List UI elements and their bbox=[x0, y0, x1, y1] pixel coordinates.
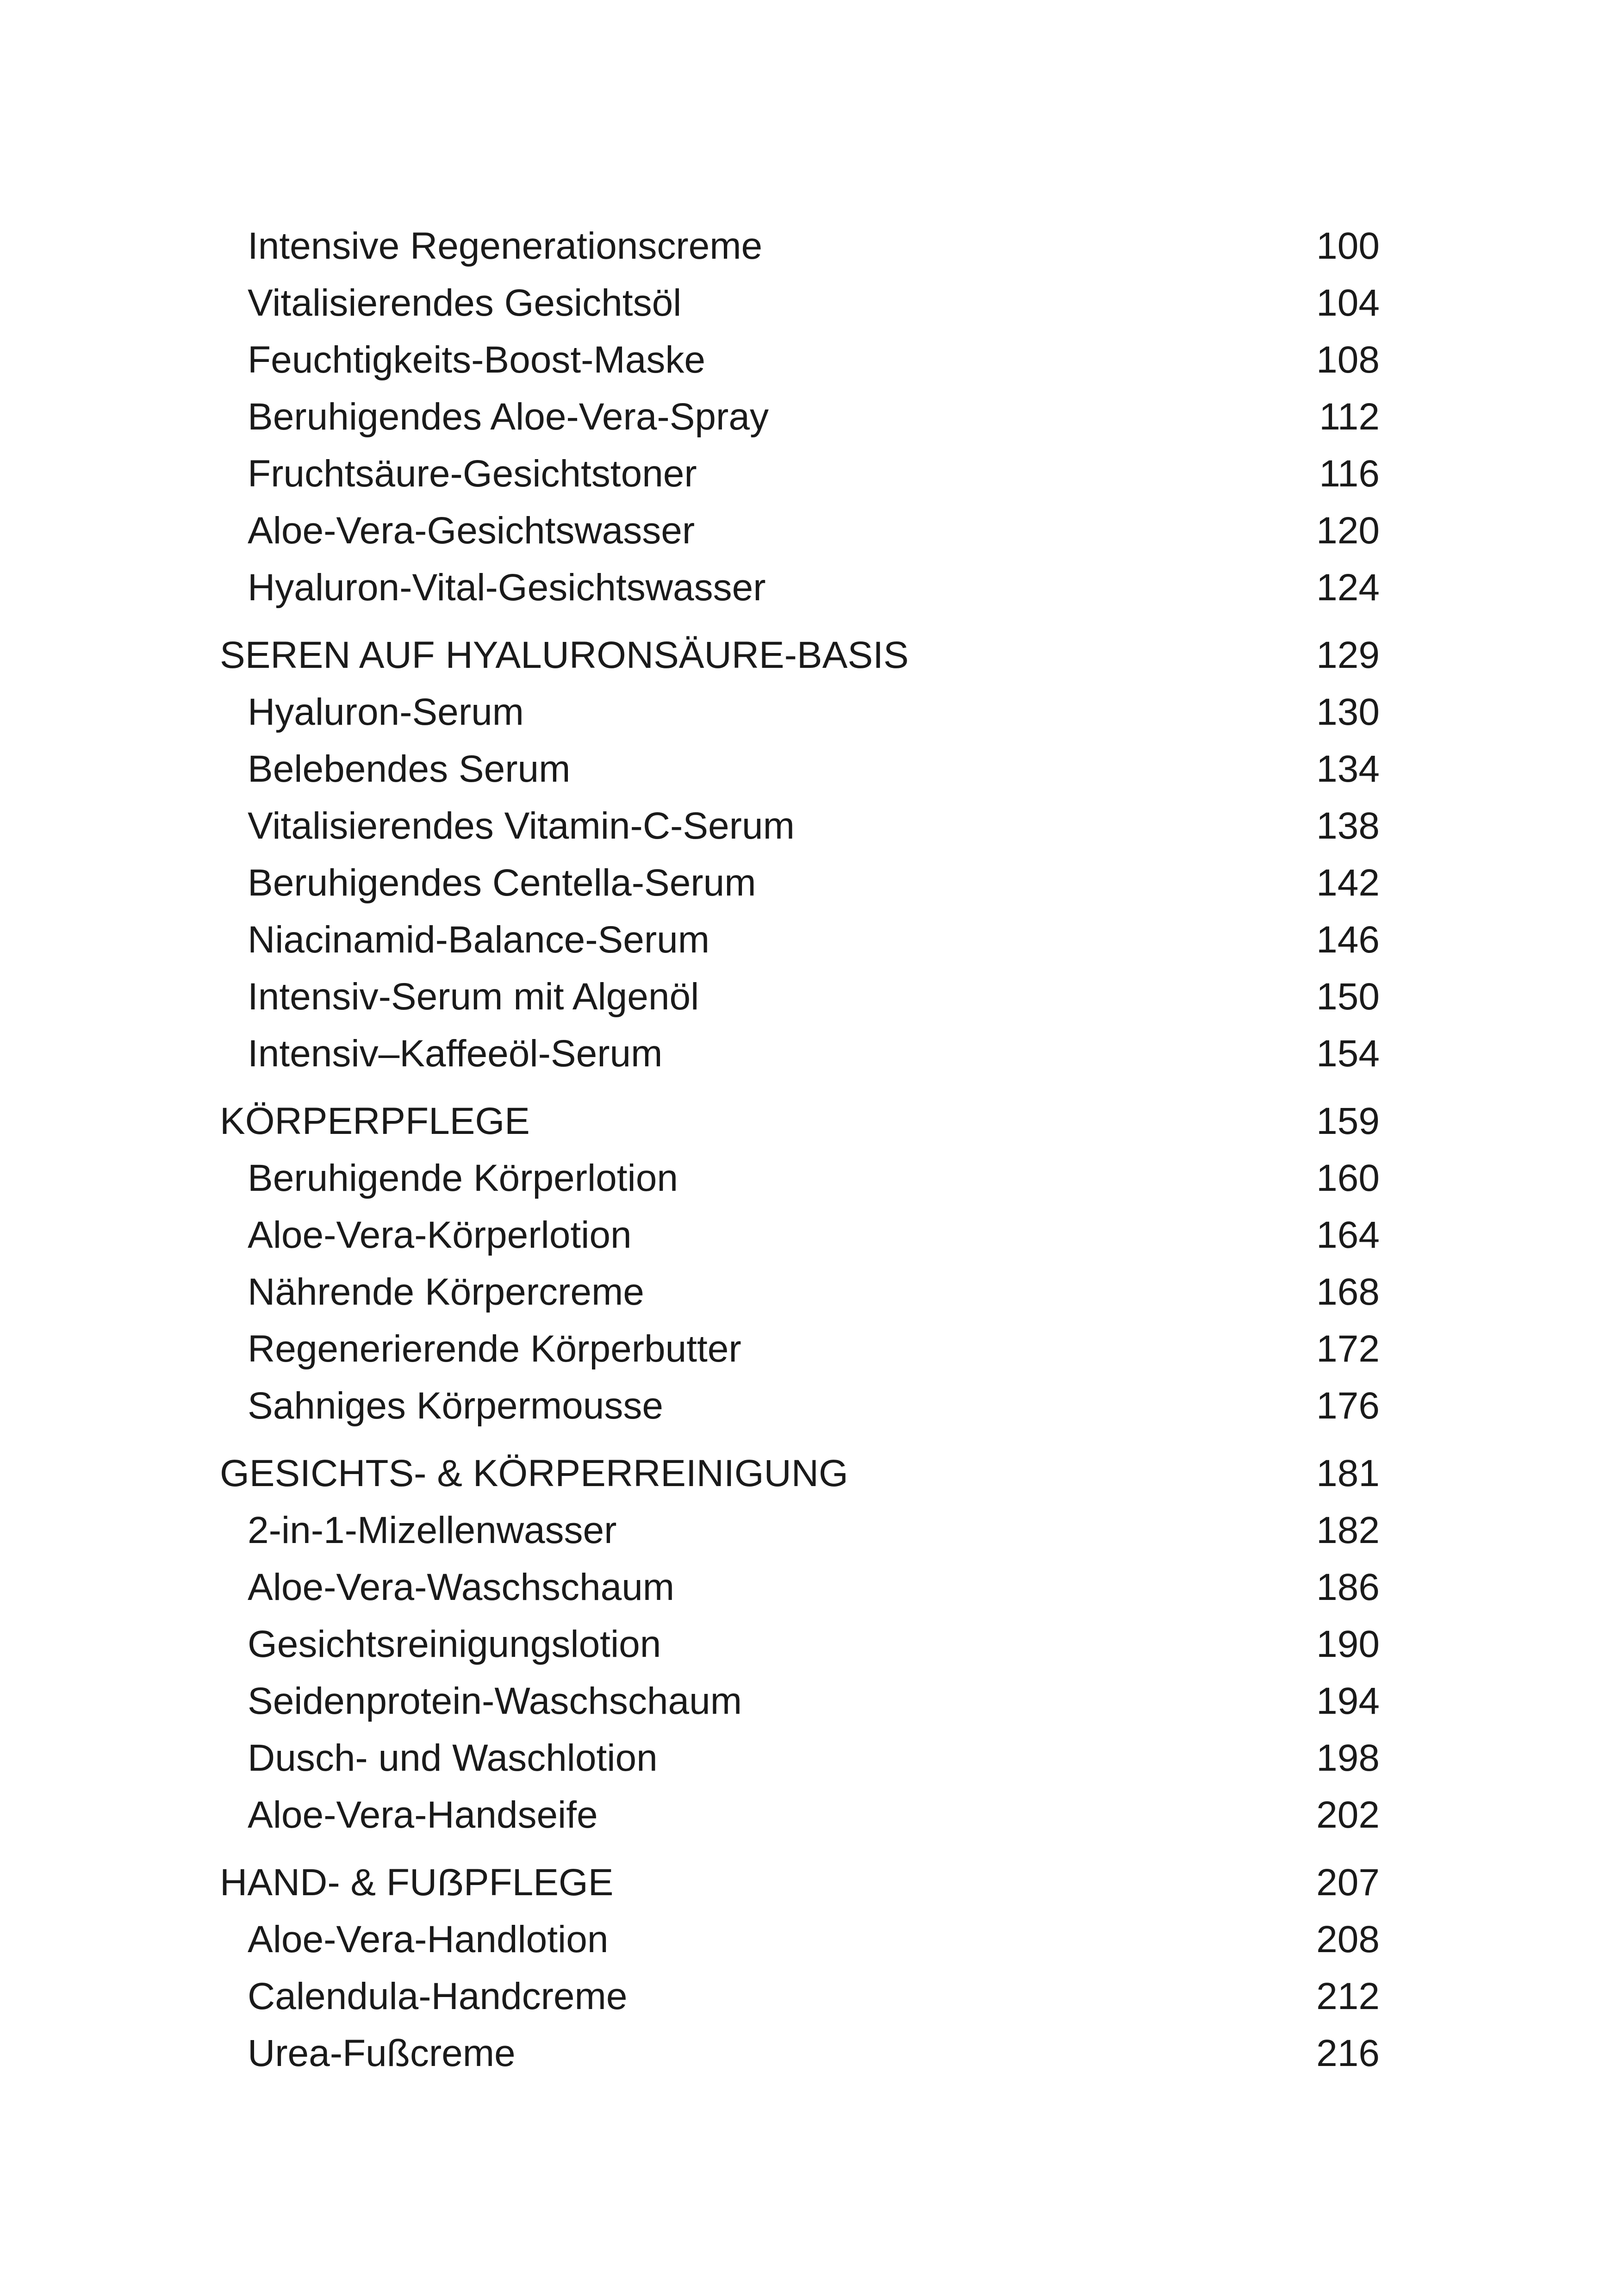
toc-section-heading bbox=[0, 1445, 1618, 1502]
toc-page-number: 172 bbox=[1316, 1328, 1380, 1370]
toc-entry bbox=[0, 1673, 1618, 1730]
toc-entry-title: Aloe-Vera-Handlotion bbox=[248, 1918, 609, 1960]
toc-page-number: 182 bbox=[1316, 1509, 1380, 1551]
toc-entry bbox=[0, 1968, 1618, 2025]
toc-entry bbox=[0, 684, 1618, 740]
toc-entry bbox=[0, 559, 1618, 616]
toc-page-number: 198 bbox=[1316, 1737, 1380, 1779]
toc-entry-title: Beruhigendes Centella-Serum bbox=[248, 862, 756, 904]
toc-page-number: 168 bbox=[1316, 1271, 1380, 1313]
toc-entry-title: Vitalisierendes Vitamin-C-Serum bbox=[248, 805, 795, 847]
toc-entry-title: Hyaluron-Vital-Gesichtswasser bbox=[248, 566, 766, 609]
toc-entry bbox=[0, 854, 1618, 911]
toc-entry bbox=[0, 1025, 1618, 1082]
toc-entry-title: Intensive Regenerationscreme bbox=[248, 225, 763, 267]
toc-page-number: 116 bbox=[1319, 453, 1380, 495]
toc-entry-title: Urea-Fußcreme bbox=[248, 2032, 516, 2074]
toc-page-number: 216 bbox=[1316, 2032, 1380, 2074]
toc-entry-title: Aloe-Vera-Körperlotion bbox=[248, 1214, 632, 1256]
toc-page-number: 159 bbox=[1316, 1100, 1380, 1142]
toc-entry bbox=[0, 1207, 1618, 1263]
toc-entry bbox=[0, 218, 1618, 274]
toc-page-number: 129 bbox=[1316, 634, 1380, 676]
toc-entry bbox=[0, 388, 1618, 445]
toc-section-title: HAND- & FUẞPFLEGE bbox=[220, 1861, 614, 1904]
toc-page-number: 112 bbox=[1319, 396, 1380, 438]
toc-entry-title: Fruchtsäure-Gesichtstoner bbox=[248, 453, 697, 495]
toc-entry bbox=[0, 1263, 1618, 1320]
toc-entry bbox=[0, 968, 1618, 1025]
toc-entry-title: Intensiv-Serum mit Algenöl bbox=[248, 976, 699, 1018]
toc-page-number: 142 bbox=[1316, 862, 1380, 904]
toc-entry bbox=[0, 911, 1618, 968]
toc-entry bbox=[0, 1150, 1618, 1207]
toc-entry-title: Aloe-Vera-Handseife bbox=[248, 1794, 598, 1836]
toc-entry-title: Calendula-Handcreme bbox=[248, 1975, 628, 2017]
toc-page-number: 181 bbox=[1316, 1452, 1380, 1494]
toc-entry-title: Seidenprotein-Waschschaum bbox=[248, 1680, 742, 1722]
toc-entry-title: Beruhigendes Aloe-Vera-Spray bbox=[248, 396, 769, 438]
toc-section-title: SEREN AUF HYALURONSÄURE-BASIS bbox=[220, 634, 909, 676]
toc-entry bbox=[0, 445, 1618, 502]
toc-section-heading bbox=[0, 1093, 1618, 1150]
toc-page-number: 138 bbox=[1316, 805, 1380, 847]
toc-page-number: 160 bbox=[1316, 1157, 1380, 1199]
toc-entry bbox=[0, 1502, 1618, 1559]
toc-entry bbox=[0, 331, 1618, 388]
toc-entry bbox=[0, 1559, 1618, 1616]
toc-section-heading bbox=[0, 1854, 1618, 1911]
toc-entry bbox=[0, 2025, 1618, 2082]
toc-entry bbox=[0, 1616, 1618, 1673]
toc-entry-title: Dusch- und Waschlotion bbox=[248, 1737, 658, 1779]
toc-entry bbox=[0, 740, 1618, 797]
toc-page-number: 150 bbox=[1316, 976, 1380, 1018]
toc-entry bbox=[0, 1320, 1618, 1377]
toc-page-number: 120 bbox=[1316, 510, 1380, 552]
toc-entry bbox=[0, 1786, 1618, 1843]
toc-entry-title: Aloe-Vera-Waschschaum bbox=[248, 1566, 675, 1608]
toc-section-heading bbox=[0, 627, 1618, 684]
toc-page-number: 207 bbox=[1316, 1861, 1380, 1904]
toc-page-number: 208 bbox=[1316, 1918, 1380, 1960]
toc-entry-title: Sahniges Körpermousse bbox=[248, 1385, 663, 1427]
toc-entry bbox=[0, 1377, 1618, 1434]
toc-entry bbox=[0, 1911, 1618, 1968]
toc-section-title: GESICHTS- & KÖRPERREINIGUNG bbox=[220, 1452, 848, 1494]
toc-page-number: 190 bbox=[1316, 1623, 1380, 1665]
toc-entry-title: Belebendes Serum bbox=[248, 748, 571, 790]
toc-page-number: 164 bbox=[1316, 1214, 1380, 1256]
toc-entry-title: Hyaluron-Serum bbox=[248, 691, 524, 733]
toc-entry-title: Gesichtsreinigungslotion bbox=[248, 1623, 661, 1665]
toc-entry-title: Intensiv–Kaffeeöl-Serum bbox=[248, 1033, 663, 1075]
toc-page-number: 186 bbox=[1316, 1566, 1380, 1608]
toc-page-number: 194 bbox=[1316, 1680, 1380, 1722]
toc-page-number: 154 bbox=[1316, 1033, 1380, 1075]
toc-entry-title: Aloe-Vera-Gesichtswasser bbox=[248, 510, 695, 552]
toc-entry-title: Regenerierende Körperbutter bbox=[248, 1328, 741, 1370]
toc-page-number: 202 bbox=[1316, 1794, 1380, 1836]
toc-entry-title: 2-in-1-Mizellenwasser bbox=[248, 1509, 617, 1551]
toc-section-title: KÖRPERPFLEGE bbox=[220, 1100, 530, 1142]
toc-page-number: 146 bbox=[1316, 919, 1380, 961]
toc-entry bbox=[0, 274, 1618, 331]
toc-page-number: 104 bbox=[1316, 282, 1380, 324]
toc-page-number: 124 bbox=[1316, 566, 1380, 609]
toc-entry-title: Beruhigende Körperlotion bbox=[248, 1157, 678, 1199]
toc-entry-title: Niacinamid-Balance-Serum bbox=[248, 919, 710, 961]
toc-page-number: 100 bbox=[1316, 225, 1380, 267]
toc-page-number: 130 bbox=[1316, 691, 1380, 733]
toc-page-number: 134 bbox=[1316, 748, 1380, 790]
toc-page-number: 212 bbox=[1316, 1975, 1380, 2017]
toc-page-number: 176 bbox=[1316, 1385, 1380, 1427]
toc-entry-title: Vitalisierendes Gesichtsöl bbox=[248, 282, 682, 324]
toc-page-number: 108 bbox=[1316, 339, 1380, 381]
toc-entry bbox=[0, 797, 1618, 854]
toc-entry bbox=[0, 502, 1618, 559]
toc-entry-title: Nährende Körpercreme bbox=[248, 1271, 644, 1313]
toc-entry-title: Feuchtigkeits-Boost-Maske bbox=[248, 339, 705, 381]
toc-entry bbox=[0, 1730, 1618, 1786]
